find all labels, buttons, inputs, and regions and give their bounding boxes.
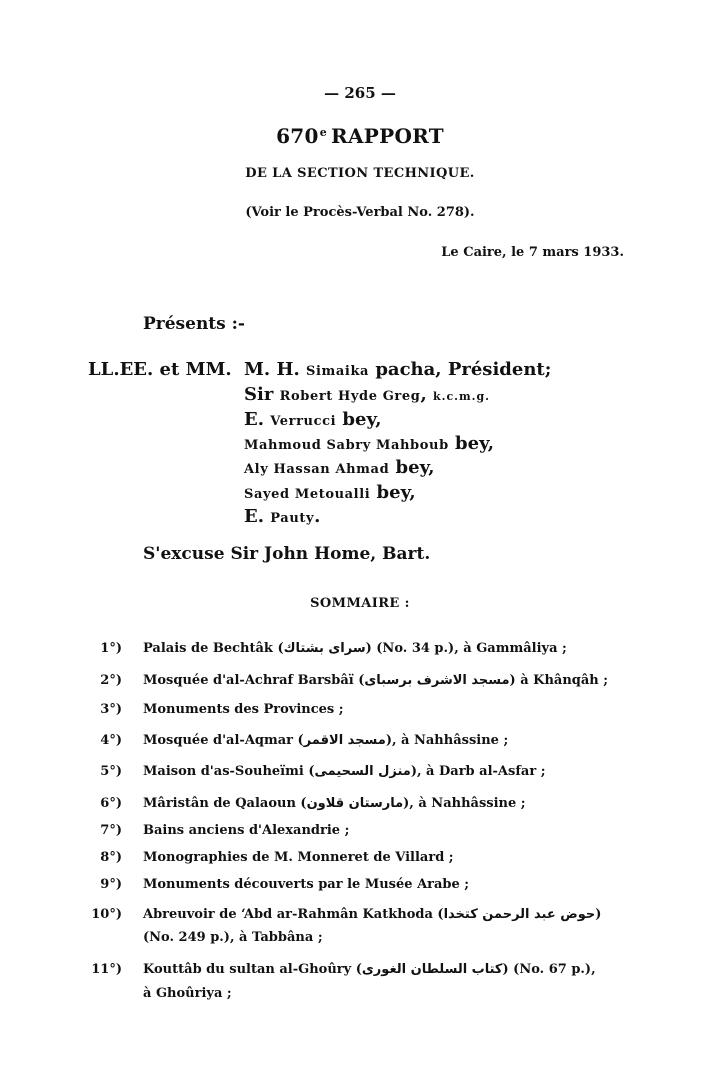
summary-item: [143, 702, 344, 717]
attendee-verrucci: [244, 409, 381, 430]
summary-item: [143, 733, 508, 748]
attendee-mahboub: [244, 433, 494, 454]
attendee-name: Sayed Metoualli: [244, 487, 371, 502]
attendees-label: LL.EE. et MM.: [88, 359, 232, 380]
summary-text: Mosquée d'al-Aqmar (: [143, 733, 304, 748]
summary-number: 2°): [100, 673, 122, 688]
page-number: — 265 —: [324, 84, 396, 102]
summary-text: Mosquée d'al-Achraf Barsbâï (: [143, 673, 365, 688]
summary-continuation: (No. 249 p.), à Tabbâna ;: [143, 930, 323, 945]
attendee-prefix: E.: [244, 409, 271, 430]
attendee-honour: k.c.m.g.: [433, 390, 490, 403]
arabic-name: سراى بشتاك: [283, 641, 366, 656]
summary-text: Monuments des Provinces ;: [143, 702, 344, 717]
apology-line: S'excuse Sir John Home, Bart.: [143, 544, 431, 564]
summary-number: 9°): [100, 877, 122, 892]
attendee-suffix: ,: [420, 384, 433, 405]
arabic-name: مسجد الاقمر: [303, 733, 386, 748]
summary-number: 7°): [100, 823, 122, 838]
attendee-name: Pauty: [270, 511, 315, 526]
summary-text-end: ): [595, 907, 602, 922]
summary-number: 4°): [100, 733, 122, 748]
summary-text-end: ) à Khânqâh ;: [509, 673, 609, 688]
attendee-simaika: [244, 359, 551, 380]
attendee-name: Robert Hyde Greg: [279, 389, 421, 404]
arabic-name: حوض عبد الرحمن كتخدا: [443, 907, 596, 922]
arabic-name: كتاب السلطان الغورى: [361, 962, 503, 977]
attendee-suffix: bey,: [448, 433, 495, 454]
attendee-prefix: M. H.: [244, 359, 306, 380]
attendee-name: Simaika: [306, 364, 370, 379]
summary-number: 11°): [91, 962, 122, 977]
summary-item: [143, 850, 454, 865]
report-number-superscript: e: [319, 126, 328, 139]
attendee-suffix: bey,: [370, 482, 416, 503]
attendee-name: Verrucci: [270, 414, 337, 429]
summary-item: [143, 764, 546, 779]
place-date: Le Caire, le 7 mars 1933.: [441, 245, 624, 260]
summary-item: [143, 877, 469, 892]
section-title: DE LA SECTION TECHNIQUE.: [245, 166, 475, 181]
summary-text-end: ) (No. 34 p.), à Gammâliya ;: [365, 641, 567, 656]
attendee-suffix: bey,: [389, 457, 435, 478]
attendee-greg: [244, 384, 490, 405]
summary-title: SOMMAIRE :: [310, 596, 410, 611]
attendee-name: Mahmoud Sabry Mahboub: [244, 438, 449, 453]
attendee-name: Aly Hassan Ahmad: [244, 462, 390, 477]
attendee-suffix: pacha, Président;: [369, 359, 552, 380]
summary-item: [143, 673, 608, 688]
attendee-pauty: [244, 506, 320, 527]
report-number: 670: [276, 124, 319, 148]
summary-text: Monographies de M. Monneret de Villard ;: [143, 850, 454, 865]
arabic-name: منزل السحيمى: [314, 764, 411, 779]
attendee-suffix: bey,: [336, 409, 382, 430]
summary-continuation: à Ghoûriya ;: [143, 986, 232, 1001]
summary-number: 3°): [100, 702, 122, 717]
attendee-prefix: Sir: [244, 384, 280, 405]
summary-item: [143, 907, 601, 922]
proces-verbal-reference: (Voir le Procès-Verbal No. 278).: [245, 205, 475, 220]
summary-number: 6°): [100, 796, 122, 811]
summary-item: [143, 962, 596, 977]
summary-item: [143, 796, 526, 811]
summary-text-end: ) (No. 67 p.),: [502, 962, 596, 977]
attendee-suffix: .: [314, 506, 321, 527]
arabic-name: مسجد الاشرف برسباى: [364, 673, 510, 688]
summary-text: Maison d'as-Souheïmi (: [143, 764, 315, 779]
summary-text: Monuments découverts par le Musée Arabe ;: [143, 877, 470, 892]
summary-number: 10°): [91, 907, 122, 922]
summary-number: 5°): [100, 764, 122, 779]
presents-label: Présents :-: [143, 314, 245, 334]
attendee-prefix: E.: [244, 506, 271, 527]
summary-text-end: ), à Nahhâssine ;: [385, 733, 509, 748]
summary-number: 8°): [100, 850, 122, 865]
summary-text: Abreuvoir de ‘Abd ar-Rahmân Katkhoda (: [143, 907, 444, 922]
summary-text: Bains anciens d'Alexandrie ;: [143, 823, 350, 838]
report-word: RAPPORT: [331, 124, 444, 148]
summary-number: 1°): [100, 641, 122, 656]
summary-item: [143, 823, 349, 838]
summary-item: [143, 641, 567, 656]
attendee-metoualli: [244, 482, 416, 503]
summary-text: Palais de Bechtâk (: [143, 641, 284, 656]
arabic-name: مارستان قلاون: [306, 796, 404, 811]
summary-text-end: ), à Nahhâssine ;: [403, 796, 526, 811]
summary-text-end: ), à Darb al-Asfar ;: [410, 764, 546, 779]
attendee-ahmad: [244, 457, 435, 478]
summary-text: Mâristân de Qalaoun (: [143, 796, 307, 811]
summary-text: Kouttâb du sultan al-Ghoûry (: [143, 962, 362, 977]
report-title: [0, 124, 720, 148]
